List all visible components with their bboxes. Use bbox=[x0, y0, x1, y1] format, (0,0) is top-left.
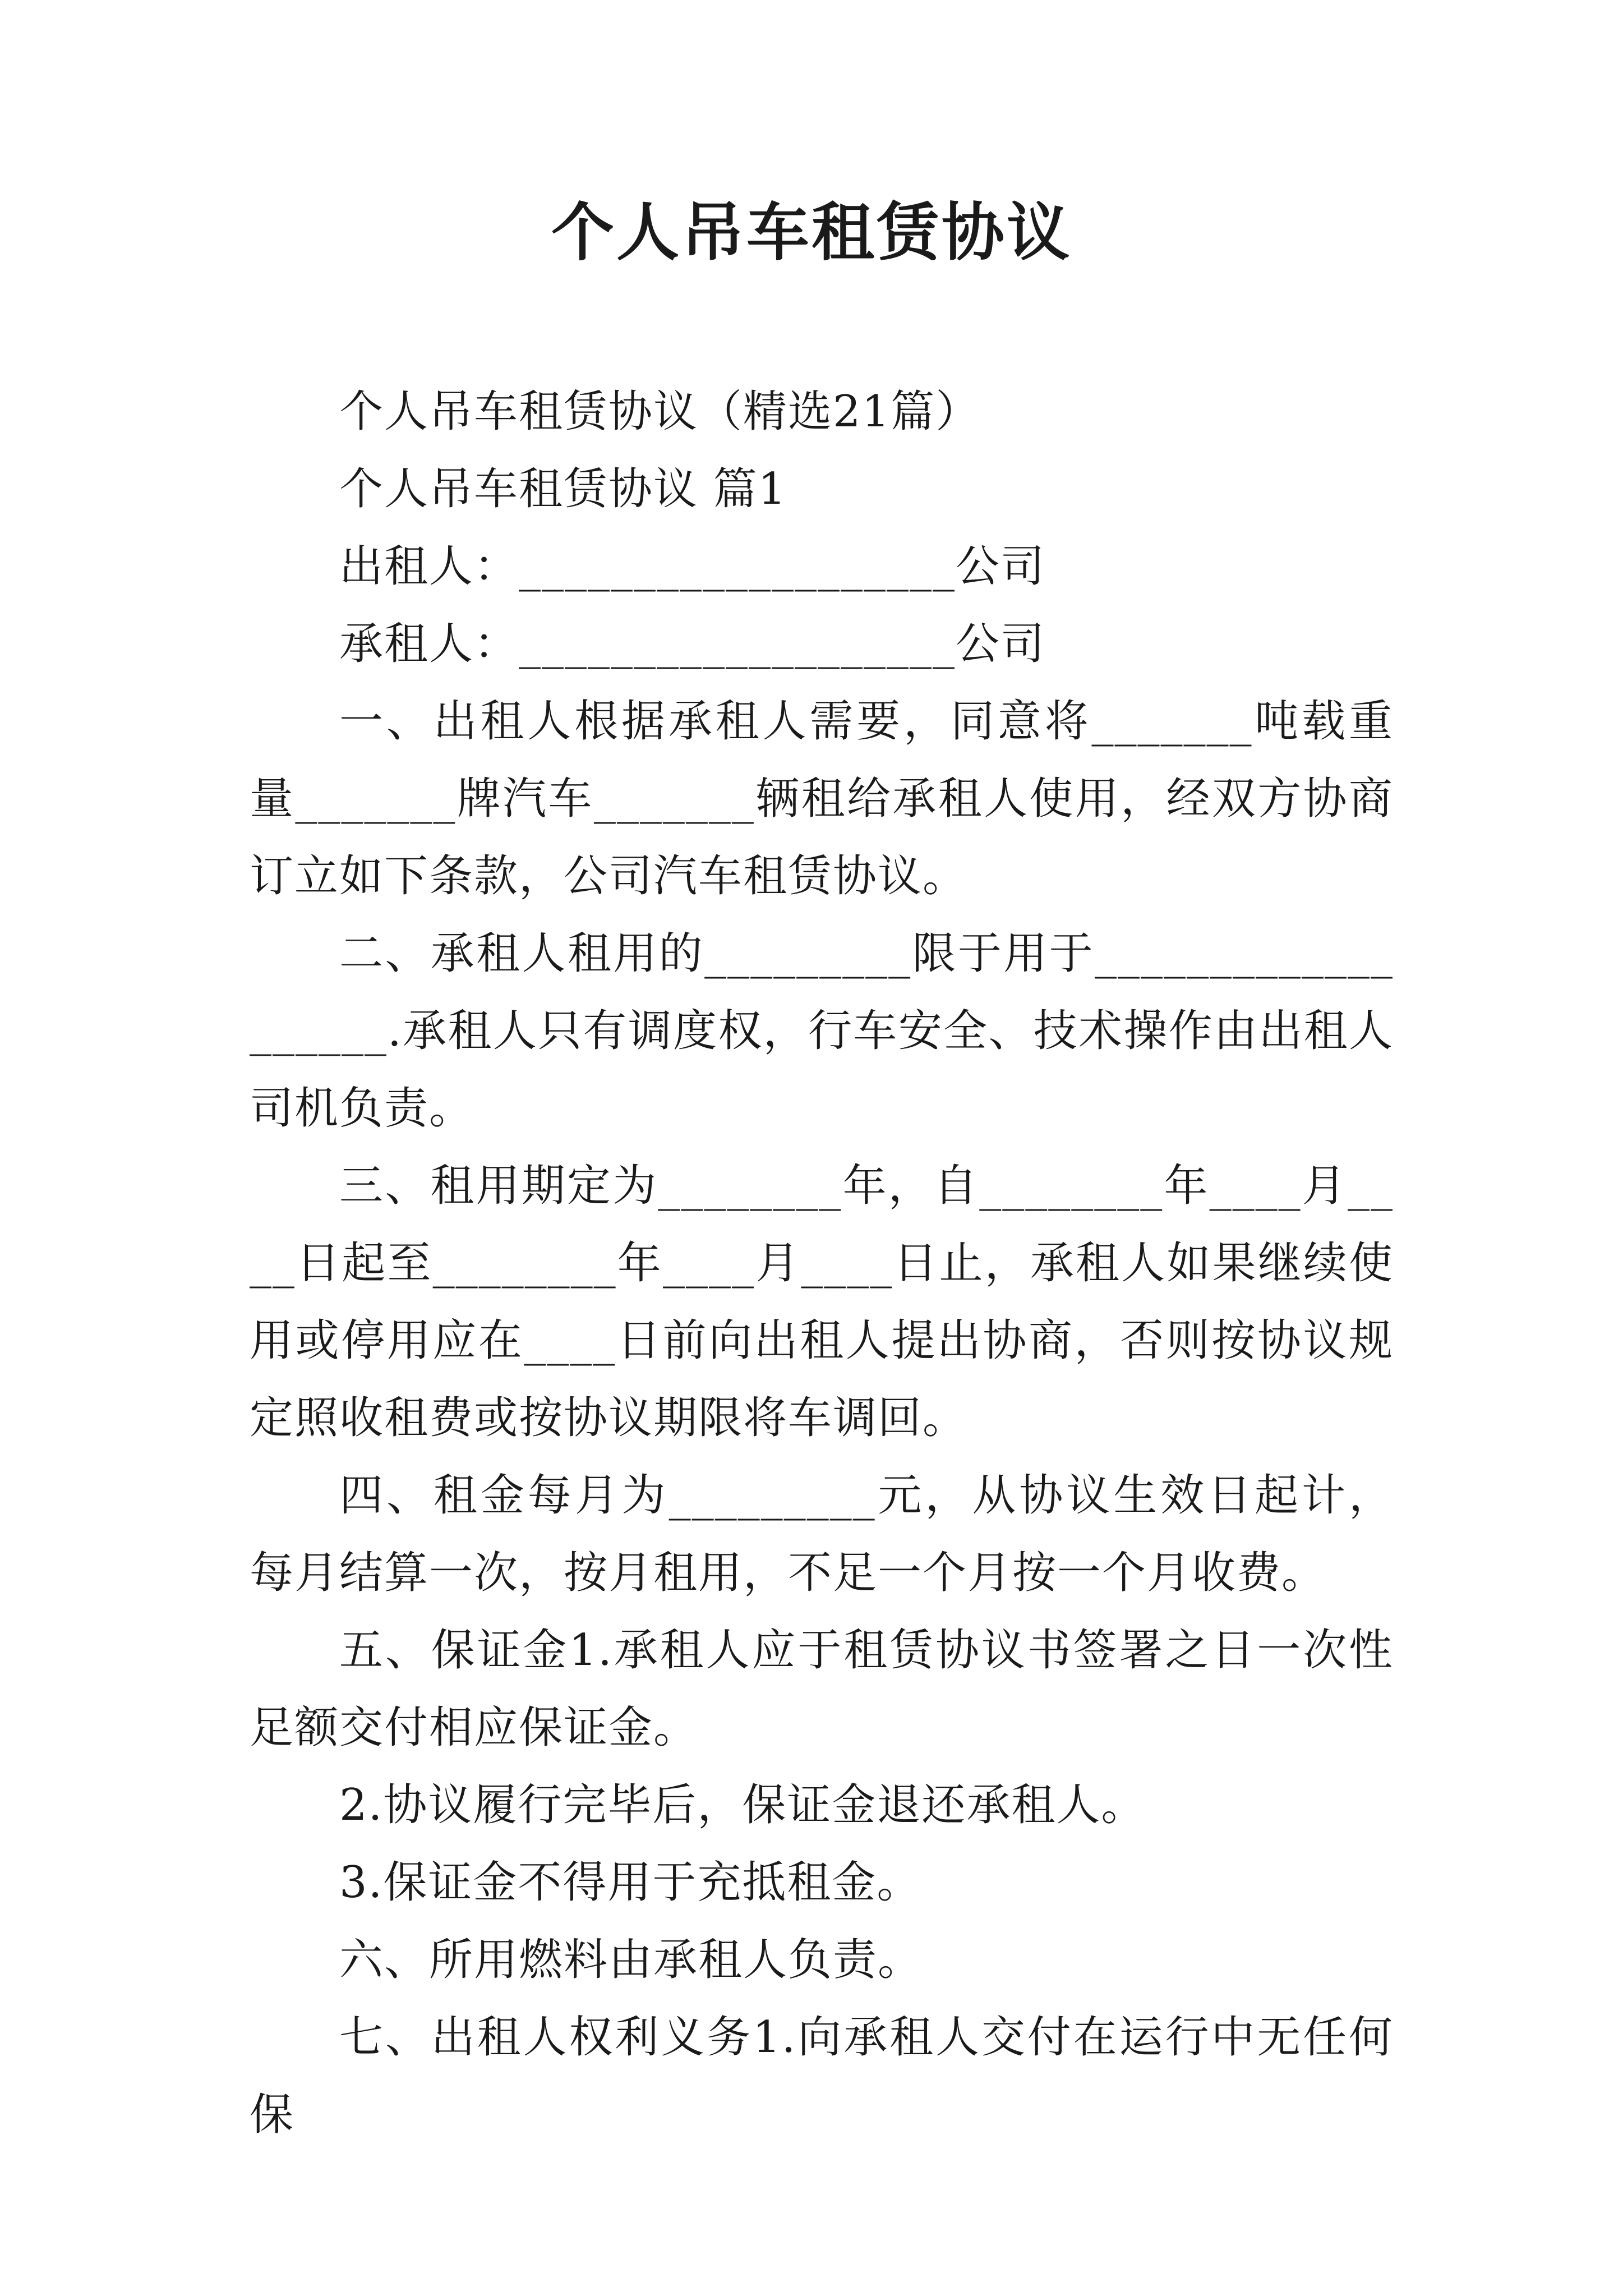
paragraph-clause-5: 五、保证金1.承租人应于租赁协议书签署之日一次性足额交付相应保证金。 bbox=[250, 1625, 1394, 1753]
paragraph-clause-5-2: 2.协议履行完毕后，保证金退还承租人。 bbox=[339, 1780, 1146, 1830]
paragraph-clause-1: 一、出租人根据承租人需要，同意将_______吨载重量_______牌汽车_______辆租给承租人使用，经双方协商订立如下条款，公司汽车租赁协议。 bbox=[250, 696, 1394, 901]
paragraph-subtitle: 个人吊车租赁协议（精选21篇） bbox=[339, 386, 981, 437]
paragraph-part-heading: 个人吊车租赁协议 篇1 bbox=[339, 464, 787, 514]
paragraph-lessor: 出租人：___________________公司 bbox=[339, 541, 1046, 592]
paragraph-clause-6: 六、所用燃料由承租人负责。 bbox=[339, 1935, 923, 1985]
paragraph-clause-4: 四、租金每月为_________元，从协议生效日起计，每月结算一次，按月租用，不足一个月按一个月收费。 bbox=[250, 1470, 1394, 1598]
document-body bbox=[250, 373, 1394, 2154]
paragraph-clause-7: 七、出租人权利义务1.向承租人交付在运行中无任何保 bbox=[250, 2012, 1394, 2140]
page-title: 个人吊车租赁协议 bbox=[551, 196, 1072, 269]
paragraph-lessee: 承租人：___________________公司 bbox=[339, 619, 1046, 669]
paragraph-clause-2: 二、承租人租用的_________限于用于___________________.承租人只有调度权，行车安全、技术操作由出租人司机负责。 bbox=[250, 928, 1394, 1134]
paragraph-clause-5-3: 3.保证金不得用于充抵租金。 bbox=[339, 1857, 922, 1908]
paragraph-clause-3: 三、租用期定为________年，自________年____月____日起至________年____月____日止，承租人如果继续使用或停用应在____日前向出租人提出协商，否则按协议规定照收租费或按协议期限将车调回。 bbox=[250, 1161, 1394, 1443]
